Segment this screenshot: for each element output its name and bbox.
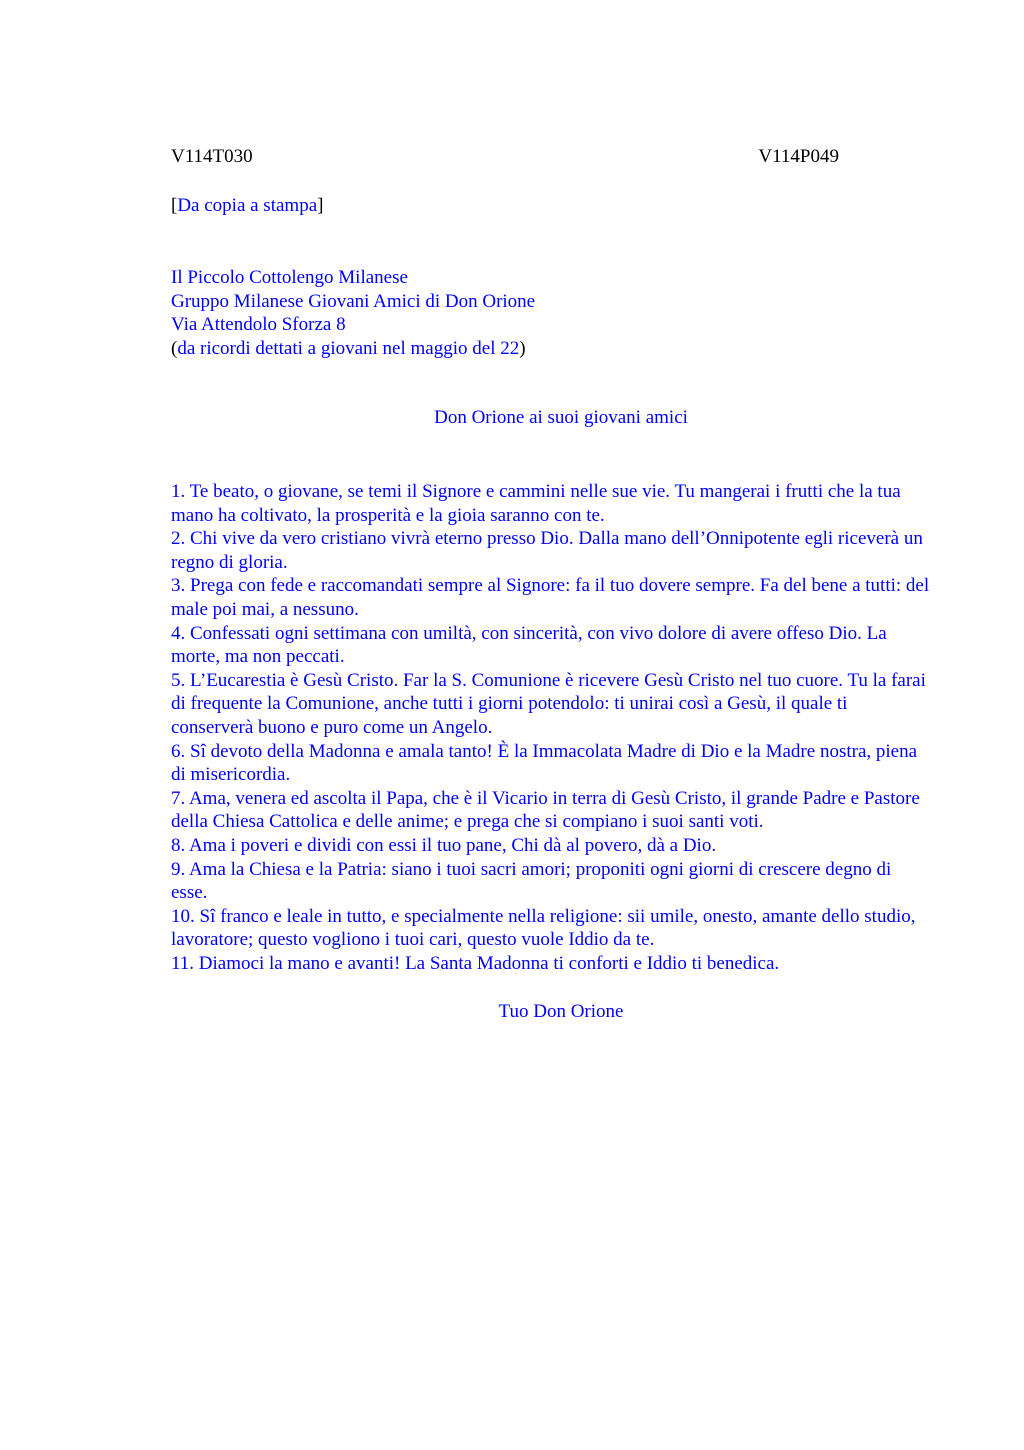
header-line-note	[171, 337, 535, 361]
document-codes	[171, 146, 839, 170]
letter-header	[171, 266, 535, 360]
list-item: 2. Chi vive da vero cristiano vivrà eterno presso Dio. Dalla mano dell’Onnipotente egli riceverà un regno di gloria.	[171, 528, 923, 573]
header-line-address: Via Attendolo Sforza 8	[171, 314, 346, 335]
header-note-text: da ricordi dettati a giovani nel maggio del 22	[177, 337, 520, 359]
signature: Tuo Don Orione	[498, 1001, 624, 1022]
volume-code-right: V114P049	[758, 146, 839, 167]
header-note-open-paren: (	[171, 337, 178, 359]
list-item: 6. Sî devoto della Madonna e amala tanto! È la Immacolata Madre di Dio e la Madre nostra, piena di misericordia.	[171, 740, 918, 786]
list-item: 3. Prega con fede e raccomandati sempre al Signore: fa il tuo dovere sempre. Fa del bene a tutti: del male poi mai, a nessuno.	[171, 575, 930, 620]
list-item: 4. Confessati ogni settimana con umiltà, con sincerità, con vivo dolore di avere offeso Dio. La morte, ma non peccati.	[171, 622, 887, 668]
source-note-open-bracket: [	[171, 195, 178, 216]
list-item: 11. Diamoci la mano e avanti! La Santa Madonna ti conforti e Iddio ti benedica.	[171, 952, 780, 974]
list-item: 5. L’Eucarestia è Gesù Cristo. Far la S. Comunione è ricevere Gesù Cristo nel tuo cuore. Tu la farai di frequente la Comunione, anche tutti i giorni potendolo: ti unirai così a Gesù, il quale ti conserverà buono e puro come un Angelo.	[171, 669, 926, 738]
header-line-organization: Il Piccolo Cottolengo Milanese	[171, 267, 408, 288]
list-item: 9. Ama la Chiesa e la Patria: siano i tuoi sacri amori; proponiti ogni giorni di crescere degno di esse.	[171, 858, 892, 904]
list-item: 1. Te beato, o giovane, se temi il Signore e cammini nelle sue vie. Tu mangerai i frutti che la tua mano ha coltivato, la prosperità e la gioia saranno con te.	[171, 481, 901, 526]
list-item: 10. Sî franco e leale in tutto, e specialmente nella religione: sii umile, onesto, amante dello studio, lavoratore; questo vogliono i tuoi cari, questo vuole Iddio da te.	[171, 905, 916, 951]
source-note-text: Da copia a stampa	[177, 195, 318, 216]
header-note-close-paren: )	[519, 337, 526, 359]
source-note-close-bracket: ]	[317, 195, 324, 216]
list-item: 8. Ama i poveri e dividi con essi il tuo pane, Chi dà al povero, dà a Dio.	[171, 834, 717, 856]
list-item: 7. Ama, venera ed ascolta il Papa, che è il Vicario in terra di Gesù Cristo, il grande Padre e Pastore della Chiesa Cattolica e delle anime; e prega che si compiano i suoi santi voti.	[171, 787, 920, 833]
volume-code-left: V114T030	[171, 146, 253, 167]
numbered-list	[171, 480, 931, 975]
header-line-group: Gruppo Milanese Giovani Amici di Don Orione	[171, 290, 536, 312]
source-note	[171, 195, 323, 217]
document-title: Don Orione ai suoi giovani amici	[434, 407, 688, 428]
